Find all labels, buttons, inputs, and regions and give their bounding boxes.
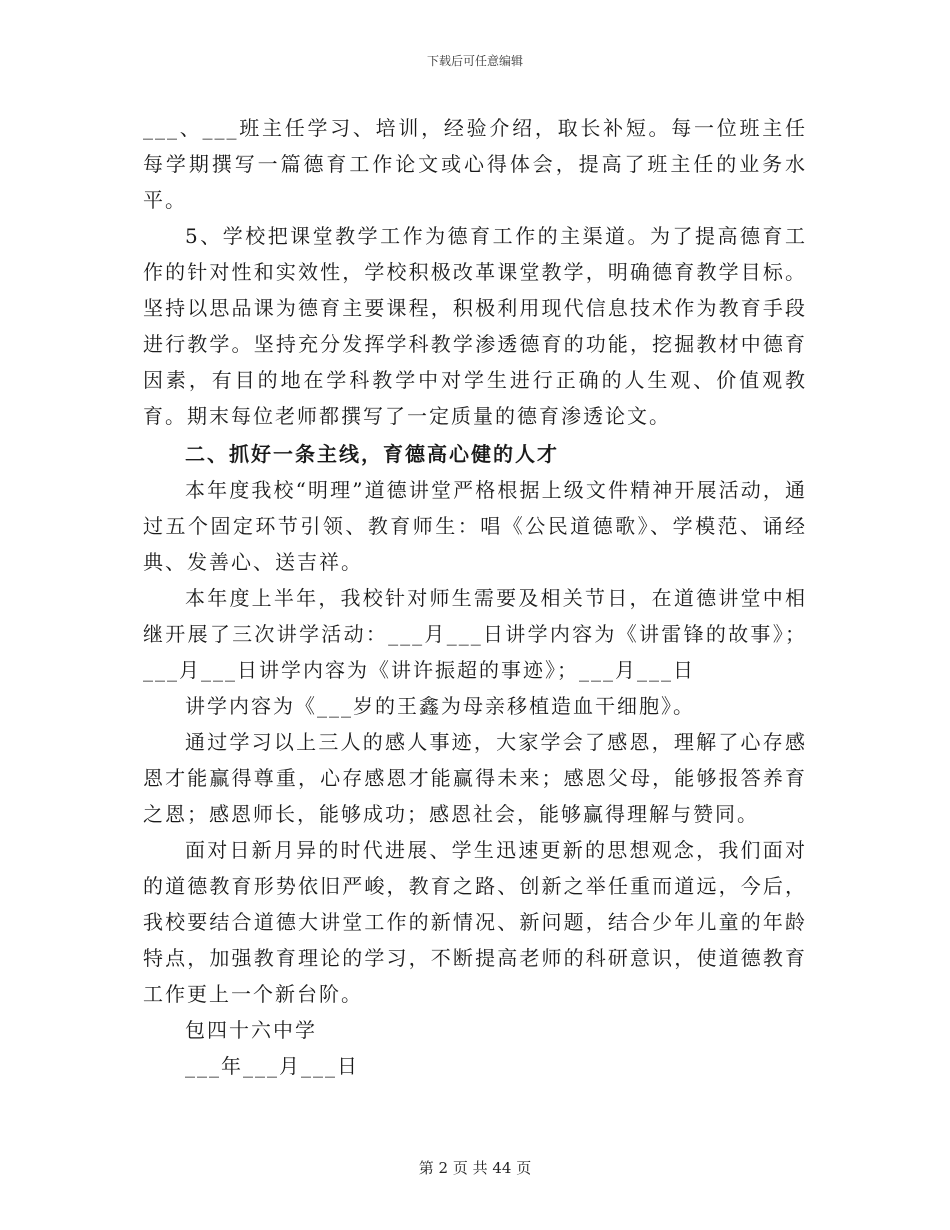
- paragraph-classroom-teaching: 5、学校把课堂教学工作为德育工作的主渠道。为了提高德育工作的针对性和实效性，学校积极改革课堂教学，明确德育教学目标。坚持以思品课为德育主要课程，积极利用现代信息技术作为教育手段进行教学。坚持充分发挥学科教学渗透德育的功能，挖掘教材中德育因素，有目的地在学科教学中对学生进行正确的人生观、价值观教育。期末每位老师都撰写了一定质量的德育渗透论文。: [143, 224, 807, 428]
- page-number: 第 2 页 共 44 页: [418, 1159, 532, 1177]
- page-header: 下载后可任意编辑: [426, 54, 523, 68]
- paragraph-head-teacher-training: ___、___班主任学习、培训，经验介绍，取长补短。每一位班主任每学期撰写一篇德育工作论文或心得体会，提高了班主任的业务水平。: [143, 116, 807, 212]
- section-heading: 二、抓好一条主线，育德高心健的人才: [185, 442, 559, 466]
- paragraph-lecture-activities: 本年度上半年，我校针对师生需要及相关节日，在道德讲堂中相继开展了三次讲学活动：___月___日讲学内容为《讲雷锋的故事》；___月___日讲学内容为《讲许振超的事迹》；___月___日: [143, 586, 807, 682]
- paragraph-future-outlook: 面对日新月异的时代进展、学生迅速更新的思想观念，我们面对的道德教育形势依旧严峻，教育之路、创新之举任重而道远，今后，我校要结合道德大讲堂工作的新情况、新问题，结合少年儿童的年龄特点，加强教育理论的学习，不断提高老师的科研意识，使道德教育工作更上一个新台阶。: [143, 838, 807, 1006]
- paragraph-lecture-content: 讲学内容为《___岁的王鑫为母亲移植造血干细胞》。: [185, 694, 695, 718]
- paragraph-moral-lecture-hall: 本年度我校“明理”道德讲堂严格根据上级文件精神开展活动，通过五个固定环节引领、教育师生：唱《公民道德歌》、学模范、诵经典、发善心、送吉祥。: [143, 478, 807, 574]
- signature-date: ___年___月___日: [185, 1054, 359, 1078]
- document-body: [143, 110, 807, 1084]
- paragraph-gratitude: 通过学习以上三人的感人事迹，大家学会了感恩，理解了心存感恩才能赢得尊重，心存感恩才能赢得未来；感恩父母，能够报答养育之恩；感恩师长，能够成功；感恩社会，能够赢得理解与赞同。: [143, 730, 807, 826]
- signature-school-name: 包四十六中学: [185, 1018, 317, 1042]
